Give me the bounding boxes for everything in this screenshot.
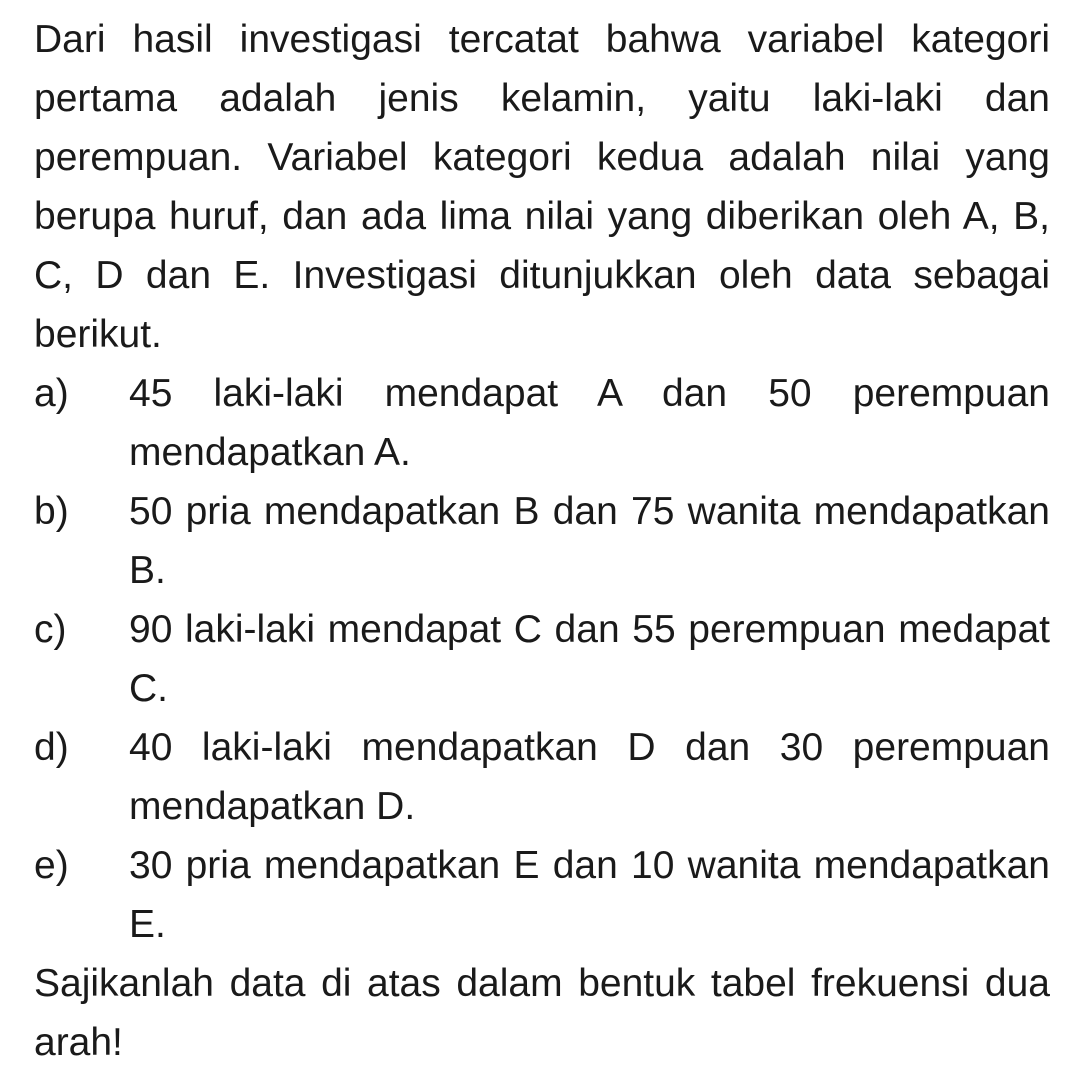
list-item-text: 50 pria mendapatkan B dan 75 wanita mendapatkan B.	[129, 490, 1050, 592]
list-item-text: 30 pria mendapatkan E dan 10 wanita mendapatkan E.	[129, 844, 1050, 946]
data-list	[34, 364, 1050, 954]
list-item-text: 40 laki-laki mendapatkan D dan 30 perempuan mendapatkan D.	[129, 726, 1050, 828]
list-marker: a)	[34, 372, 69, 415]
list-item-text: 90 laki-laki mendapat C dan 55 perempuan medapat C.	[129, 608, 1050, 710]
list-item-d	[34, 718, 1050, 836]
document-page	[34, 10, 1050, 1072]
list-marker: c)	[34, 608, 67, 651]
closing-instruction: Sajikanlah data di atas dalam bentuk tabel frekuensi dua arah!	[34, 962, 1050, 1064]
list-marker: d)	[34, 726, 69, 769]
list-item-text: 45 laki-laki mendapat A dan 50 perempuan mendapatkan A.	[129, 372, 1050, 474]
list-item-a	[34, 364, 1050, 482]
list-marker: b)	[34, 490, 69, 533]
list-item-b	[34, 482, 1050, 600]
list-item-e	[34, 836, 1050, 954]
list-item-c	[34, 600, 1050, 718]
list-marker: e)	[34, 844, 69, 887]
intro-paragraph: Dari hasil investigasi tercatat bahwa variabel kategori pertama adalah jenis kelamin, yaitu laki-laki dan perempuan. Variabel kategori kedua adalah nilai yang berupa huruf, dan ada lima nilai yang diberikan oleh A, B, C, D dan E. Investigasi ditunjukkan oleh data sebagai berikut.	[34, 18, 1050, 356]
